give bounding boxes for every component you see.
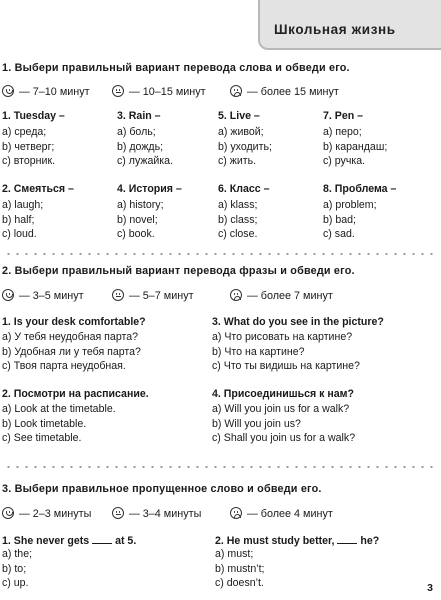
gap-question-2: 2. He must study better, he? a) must; b) mustn’t; c) doesn’t. [215,533,379,592]
answer-option[interactable]: b) to; [2,562,27,575]
answer-option[interactable]: c) ручка. [323,155,366,167]
timing-item: — 5–7 минут [112,289,194,302]
answer-option[interactable]: c) See timetable. [2,432,82,444]
timing-item: — более 7 минут [230,289,333,302]
word-question-8: 8. Проблема – a) problem; b) bad; c) sad. [323,183,396,243]
word-question-6: 6. Класс – a) klass; b) class; c) close. [218,183,269,243]
timing-item: — 3–5 минут [2,289,84,302]
answer-option[interactable]: a) Will you join us for a walk? [212,403,350,415]
happy-face-icon [2,85,14,97]
word-question-3: 3. Rain – a) боль; b) дождь; c) лужайка. [117,110,173,170]
task-3-title: 3. Выбери правильное пропущенное слово и обведи его. [2,483,322,495]
answer-blank [337,533,357,544]
phrase-question-4: 4. Присоединишься к нам? a) Will you join us for a walk? b) Will you join us? c) Shall you join us for a walk? [212,388,355,447]
answer-option[interactable]: c) book. [117,228,155,240]
answer-option[interactable]: b) Удобная ли у тебя парта? [2,345,141,358]
happy-face-icon [2,289,14,301]
phrase-question-1: 1. Is your desk comfortable? a) У тебя неудобная парта? b) Удобная ли у тебя парта? c) Твоя парта неудобная. [2,316,146,375]
answer-option[interactable]: a) history; [117,199,164,211]
sad-face-icon [230,289,242,301]
answer-option[interactable]: b) mustn’t; [215,562,265,575]
dotted-divider [4,253,437,255]
answer-option[interactable]: a) must; [215,548,254,560]
answer-option[interactable]: c) sad. [323,228,355,240]
answer-option[interactable]: b) Что на картине? [212,345,305,358]
answer-blank [92,533,112,544]
timing-item: — более 4 минут [230,507,333,520]
word-question-2: 2. Смеяться – a) laugh; b) half; c) loud. [2,183,74,243]
timing-item: — 7–10 минут [2,85,90,98]
answer-option[interactable]: b) bad; [323,213,356,226]
answer-option[interactable]: c) loud. [2,228,37,240]
phrase-question-3: 3. What do you see in the picture? a) Что рисовать на картине? b) Что на картине? c) Что ты видишь на картине? [212,316,384,375]
answer-option[interactable]: c) Твоя парта неудобная. [2,360,126,372]
gap-question-1: 1. She never gets at 5. a) the; b) to; c) up. [2,533,136,592]
answer-option[interactable]: a) the; [2,548,33,560]
timing-item: — 3–4 минуты [112,507,201,520]
answer-option[interactable]: a) problem; [323,199,377,211]
answer-option[interactable]: b) class; [218,213,258,226]
answer-option[interactable]: c) жить. [218,155,257,167]
answer-option[interactable]: b) novel; [117,213,158,226]
answer-option[interactable]: c) doesn’t. [215,577,264,589]
word-question-4: 4. История – a) history; b) novel; c) book. [117,183,182,243]
word-question-1: 1. Tuesday – a) среда; b) четверг; c) вторник. [2,110,65,170]
answer-option[interactable]: a) перо; [323,126,362,138]
answer-option[interactable]: b) Will you join us? [212,417,301,430]
answer-option[interactable]: b) Look timetable. [2,417,87,430]
page-number: 3 [427,582,433,594]
sad-face-icon [230,85,242,97]
sad-face-icon [230,507,242,519]
answer-option[interactable]: c) Что ты видишь на картине? [212,360,360,372]
answer-option[interactable]: a) Что рисовать на картине? [212,331,353,343]
task-2-title: 2. Выбери правильный вариант перевода фразы и обведи его. [2,265,355,277]
neutral-face-icon [112,85,124,97]
timing-item: — 2–3 минуты [2,507,91,520]
section-title: Школьная жизнь [274,22,396,37]
answer-option[interactable]: c) лужайка. [117,155,173,167]
answer-option[interactable]: c) Shall you join us for a walk? [212,432,356,444]
neutral-face-icon [112,289,124,301]
dotted-divider [4,466,437,468]
happy-face-icon [2,507,14,519]
answer-option[interactable]: a) laugh; [2,199,44,211]
answer-option[interactable]: b) дождь; [117,140,164,153]
answer-option[interactable]: c) close. [218,228,258,240]
task-1-title: 1. Выбери правильный вариант перевода слова и обведи его. [2,62,350,74]
answer-option[interactable]: b) уходить; [218,140,272,153]
timing-item: — более 15 минут [230,85,339,98]
answer-option[interactable]: a) среда; [2,126,47,138]
phrase-question-2: 2. Посмотри на расписание. a) Look at the timetable. b) Look timetable. c) See timetable. [2,388,149,447]
timing-item: — 10–15 минут [112,85,206,98]
word-question-5: 5. Live – a) живой; b) уходить; c) жить. [218,110,272,170]
answer-option[interactable]: c) вторник. [2,155,56,167]
answer-option[interactable]: a) Look at the timetable. [2,403,116,415]
section-header-tab [258,0,441,50]
answer-option[interactable]: a) живой; [218,126,264,138]
answer-option[interactable]: a) У тебя неудобная парта? [2,331,138,343]
answer-option[interactable]: a) боль; [117,126,156,138]
answer-option[interactable]: c) up. [2,577,29,589]
word-question-7: 7. Pen – a) перо; b) карандаш; c) ручка. [323,110,387,170]
answer-option[interactable]: b) карандаш; [323,140,388,153]
answer-option[interactable]: b) четверг; [2,140,55,153]
neutral-face-icon [112,507,124,519]
answer-option[interactable]: b) half; [2,213,35,226]
answer-option[interactable]: a) klass; [218,199,258,211]
